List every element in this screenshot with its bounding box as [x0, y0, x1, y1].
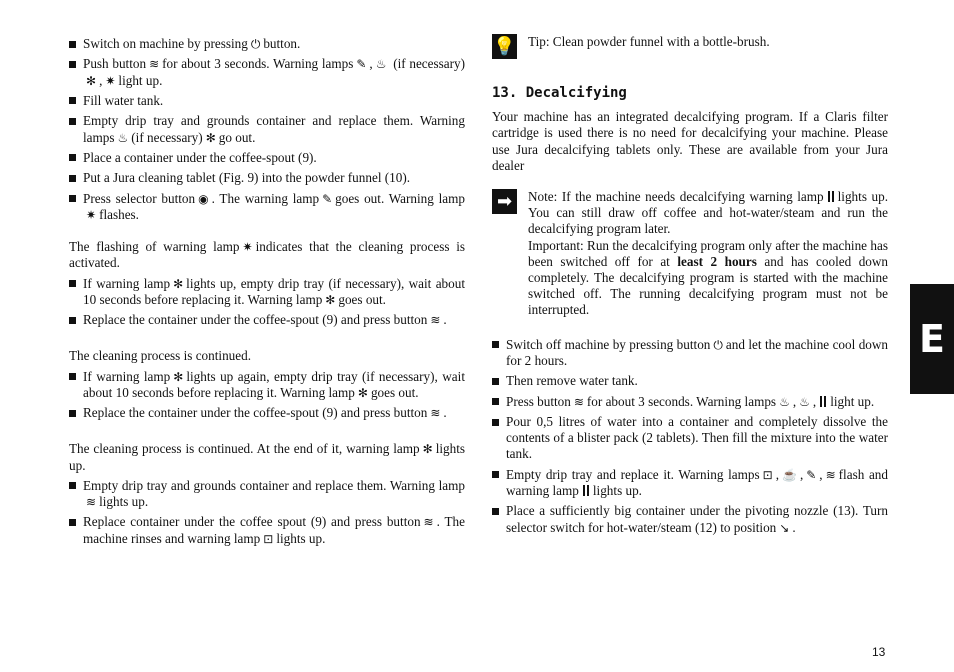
power-icon: ⏻	[713, 337, 723, 352]
list-item: Empty drip tray and replace it. Warning lamps ⊡ , ☕ , ✎ , ≋ flash and warning lamp lights up.	[492, 467, 888, 499]
rinse-icon: ≋	[573, 394, 584, 409]
brush-icon: ✎	[322, 191, 333, 206]
grounds-icon: ✻	[357, 385, 368, 400]
section-heading: 13. Decalcifying	[492, 85, 627, 101]
paragraph: The cleaning process is continued. At the end of it, warning lamp ✻ lights up.	[69, 441, 465, 473]
section-tab: E	[910, 284, 954, 394]
page-number: 13	[872, 645, 886, 659]
tray-icon: ♨	[375, 57, 387, 72]
nozzle-icon: ↘	[779, 520, 790, 535]
list-item: Switch off machine by pressing button ⏻ and let the machine cool down for 2 hours.	[492, 337, 888, 369]
brush-icon: ✎	[806, 467, 817, 482]
list-item: Place a container under the coffee-spout (9).	[69, 150, 465, 166]
list-item: Empty drip tray and grounds container and replace them. Warning lamps ♨ (if necessary) ✻ go out.	[69, 113, 465, 145]
grounds-icon: ✻	[325, 292, 336, 307]
tip-text: Tip: Clean powder funnel with a bottle-brush.	[528, 34, 770, 49]
tip-note	[492, 34, 888, 59]
list-item: Switch on machine by pressing ⏻ button.	[69, 36, 465, 52]
bullet	[69, 41, 76, 48]
list-item: Replace container under the coffee spout (9) and press button ≋ . The machine rinses and warning lamp ⊡ lights up.	[69, 514, 465, 546]
flash-icon: ✷	[105, 73, 116, 88]
list-item: Fill water tank.	[69, 93, 465, 109]
list-item: If warning lamp ✻ lights up again, empty drip tray (if necessary), wait about 10 seconds before replacing it. Warning lamp ✻ goes out.	[69, 369, 465, 401]
decalcify-lamp-icon	[828, 191, 834, 202]
arrow-right-icon: ➡	[492, 189, 517, 214]
list-item: Pour 0,5 litres of water into a container and completely dissolve the contents of a blister pack (2 tablets). Then fill the mixture into the water tank.	[492, 414, 888, 463]
note-text: Note: If the machine needs decalcifying warning lamp lights up. You can still draw off coffee and hot-water/steam and run the decalcifying program later.	[528, 189, 889, 237]
rinse-icon: ≋	[149, 57, 160, 72]
list-item: Press button ≋ for about 3 seconds. Warning lamps ♨ , ♨ , light up.	[492, 394, 888, 410]
emphasis: least 2 hours	[677, 253, 757, 269]
important-text: Important: Run the decalcifying program only after the machine has been switched off for at least 2 hours and has cooled down completely. The decalcifying program is started with the machine switched off. The running decalcifying program must not be interrupted.	[528, 237, 889, 318]
rinse-icon: ≋	[430, 406, 441, 421]
right-column	[492, 34, 888, 540]
grounds-icon: ✻	[173, 276, 184, 291]
list-item: Place a sufficiently big container under the pivoting nozzle (13). Turn selector switch for hot-water/steam (12) to position ↘ .	[492, 503, 888, 535]
cup-icon: ⊡	[762, 467, 773, 482]
list-item: Press selector button ◉ . The warning lamp ✎ goes out. Warning lamp✷ flashes.	[69, 191, 465, 223]
decalcify-lamp-icon	[583, 485, 589, 496]
grounds-icon: ✻	[86, 73, 97, 88]
intro-paragraph: Your machine has an integrated decalcifying program. If a Claris filter cartridge is used there is no need for decalcifying your machine. Please use Jura decalcifying tablets only. These are available from your Jura dealer	[492, 109, 888, 173]
cup-icon: ⊡	[263, 531, 274, 546]
rinse-icon: ≋	[430, 313, 441, 328]
brush-icon: ✎	[356, 57, 367, 72]
flash-icon: ✷	[242, 240, 253, 255]
tray-icon: ♨	[779, 394, 790, 409]
tray-icon: ♨	[117, 130, 129, 145]
grounds-icon: ✻	[205, 130, 216, 145]
important-note	[492, 189, 888, 319]
rinse-icon: ≋	[86, 494, 97, 509]
selector-icon: ◉	[198, 191, 209, 206]
paragraph: The flashing of warning lamp ✷ indicates that the cleaning process is activated.	[69, 239, 465, 271]
flash-icon: ✷	[86, 207, 97, 222]
paragraph: The cleaning process is continued.	[69, 348, 252, 364]
list-item: Replace the container under the coffee-spout (9) and press button ≋ .	[69, 312, 465, 328]
power-icon: ⏻	[250, 37, 261, 51]
rinse-icon: ≋	[825, 467, 836, 482]
list-item: If warning lamp ✻ lights up, empty drip tray (if necessary), wait about 10 seconds before replacing it. Warning lamp ✻ goes out.	[69, 276, 465, 308]
decalcify-lamp-icon	[820, 396, 826, 407]
lightbulb-icon: 💡	[492, 34, 517, 59]
bean-icon: ☕	[781, 467, 797, 482]
list-item: Then remove water tank.	[492, 373, 888, 389]
left-column	[69, 36, 465, 551]
rinse-icon: ≋	[423, 515, 434, 530]
list-item: Replace the container under the coffee-spout (9) and press button ≋ .	[69, 405, 465, 421]
list-item: Empty drip tray and grounds container and replace them. Warning lamp≋ lights up.	[69, 478, 465, 510]
list-item: Put a Jura cleaning tablet (Fig. 9) into the powder funnel (10).	[69, 170, 465, 186]
tray-icon: ♨	[799, 394, 810, 409]
grounds-icon: ✻	[173, 369, 184, 384]
list-item: Push button ≋ for about 3 seconds. Warning lamps ✎ , ♨ (if necessary)✻ , ✷ light up.	[69, 56, 465, 88]
grounds-icon: ✻	[422, 442, 433, 457]
